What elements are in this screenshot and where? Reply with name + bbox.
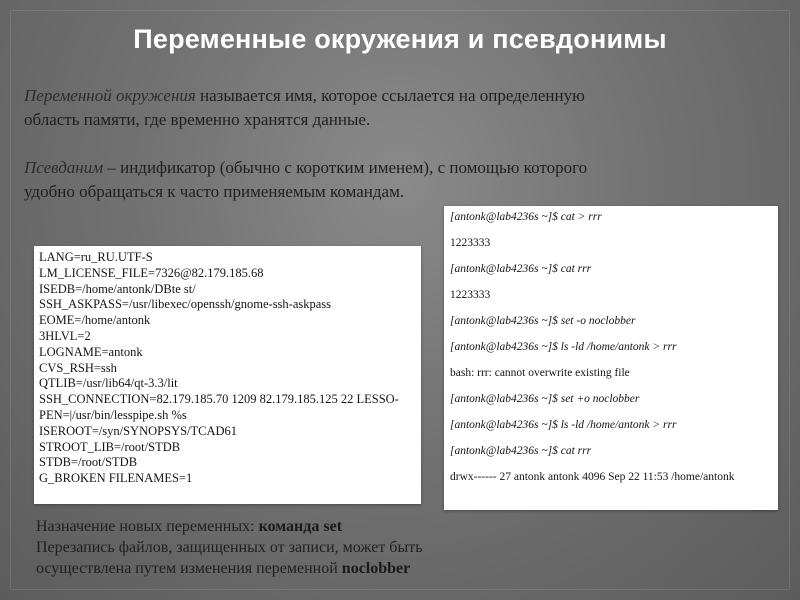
env-variable-line: 3HLVL=2 bbox=[39, 328, 91, 343]
env-variable-line: QTLIB=/usr/lib64/qt-3.3/lit bbox=[39, 376, 178, 391]
env-variable-line: STROOT_LIB=/root/STDB bbox=[39, 439, 181, 454]
noclobber-label: noclobber bbox=[341, 560, 411, 577]
alias-term: Псевданим bbox=[24, 158, 104, 177]
slide-title: Переменные окружения и псевдонимы bbox=[133, 24, 667, 54]
env-variable-line: SSH_ASKPASS=/usr/libexec/openssh/gnome-ssh-askpass bbox=[39, 297, 332, 312]
env-variable-line: SSH_CONNECTION=82.179.185.70 1209 82.179.185.125 22 LESSO- bbox=[39, 392, 399, 407]
terminal-command-line: [antonk@lab4236s ~]$ set -o noclobber bbox=[450, 315, 636, 327]
alias-definition bbox=[24, 156, 754, 204]
terminal-line-gap bbox=[450, 458, 772, 470]
terminal-line-gap bbox=[450, 432, 772, 444]
terminal-command-line: [antonk@lab4236s ~]$ cat rrr bbox=[450, 445, 592, 457]
env-definition-text-line2: область памяти, где временно хранятся данные. bbox=[24, 110, 371, 129]
terminal-line-gap bbox=[450, 380, 772, 392]
env-variable-term: Переменной окружения bbox=[24, 86, 196, 105]
terminal-line-gap bbox=[450, 328, 772, 340]
alias-definition-text: – индификатор (обычно с коротким именем), с помощью которого bbox=[103, 158, 588, 177]
env-variable-definition bbox=[24, 84, 754, 132]
env-variable-line: EOME=/home/antonk bbox=[39, 313, 151, 328]
summary-line1-text: Назначение новых переменных: bbox=[36, 518, 259, 535]
env-variable-line: LANG=ru_RU.UTF-S bbox=[39, 250, 153, 264]
terminal-command-line: [antonk@lab4236s ~]$ set +o noclobber bbox=[450, 393, 640, 405]
summary-line3-text: осуществлена путем изменения переменной bbox=[36, 560, 342, 577]
env-variables-screenshot bbox=[34, 246, 421, 504]
terminal-command-line: [antonk@lab4236s ~]$ ls -ld /home/antonk > rrr bbox=[450, 419, 677, 431]
env-variable-line: CVS_RSH=ssh bbox=[39, 360, 117, 375]
terminal-line-gap bbox=[450, 224, 772, 236]
env-variable-line: ISEDB=/home/antonk/DBte st/ bbox=[39, 281, 196, 296]
env-variable-line: G_BROKEN FILENAMES=1 bbox=[39, 471, 193, 486]
summary-notes bbox=[36, 516, 636, 579]
terminal-line-gap bbox=[450, 276, 772, 288]
alias-definition-text-line2: удобно обращаться к часто применяемым командам. bbox=[24, 182, 405, 201]
terminal-output-line: 1223333 bbox=[450, 237, 491, 249]
terminal-command-line: [antonk@lab4236s ~]$ cat rrr bbox=[450, 263, 592, 275]
terminal-command-line: [antonk@lab4236s ~]$ cat > rrr bbox=[450, 211, 602, 223]
terminal-output-line: drwx------ 27 antonk antonk 4096 Sep 22 11:53 /home/antonk bbox=[450, 471, 735, 483]
env-variable-line: PEN=|/usr/bin/lesspipe.sh %s bbox=[39, 407, 187, 422]
env-variable-line: LM_LICENSE_FILE=7326@82.179.185.68 bbox=[39, 265, 264, 280]
terminal-output-line: bash: rrr: cannot overwrite existing file bbox=[450, 367, 630, 379]
terminal-line-gap bbox=[450, 250, 772, 262]
terminal-line-gap bbox=[450, 302, 772, 314]
terminal-line-gap bbox=[450, 406, 772, 418]
set-command-label: команда set bbox=[258, 518, 343, 535]
env-variable-line: STDB=/root/STDB bbox=[39, 455, 138, 470]
terminal-session-screenshot bbox=[444, 206, 778, 510]
summary-line2-text: Перезапись файлов, защищенных от записи, может быть bbox=[36, 539, 423, 556]
terminal-command-line: [antonk@lab4236s ~]$ ls -ld /home/antonk > rrr bbox=[450, 341, 677, 353]
env-definition-text: называется имя, которое ссылается на определенную bbox=[195, 86, 585, 105]
terminal-line-gap bbox=[450, 354, 772, 366]
terminal-output-line: 1223333 bbox=[450, 289, 491, 301]
env-variable-line: ISEROOT=/syn/SYNOPSYS/TCAD61 bbox=[39, 423, 238, 438]
env-variable-line: LOGNAME=antonk bbox=[39, 344, 143, 359]
